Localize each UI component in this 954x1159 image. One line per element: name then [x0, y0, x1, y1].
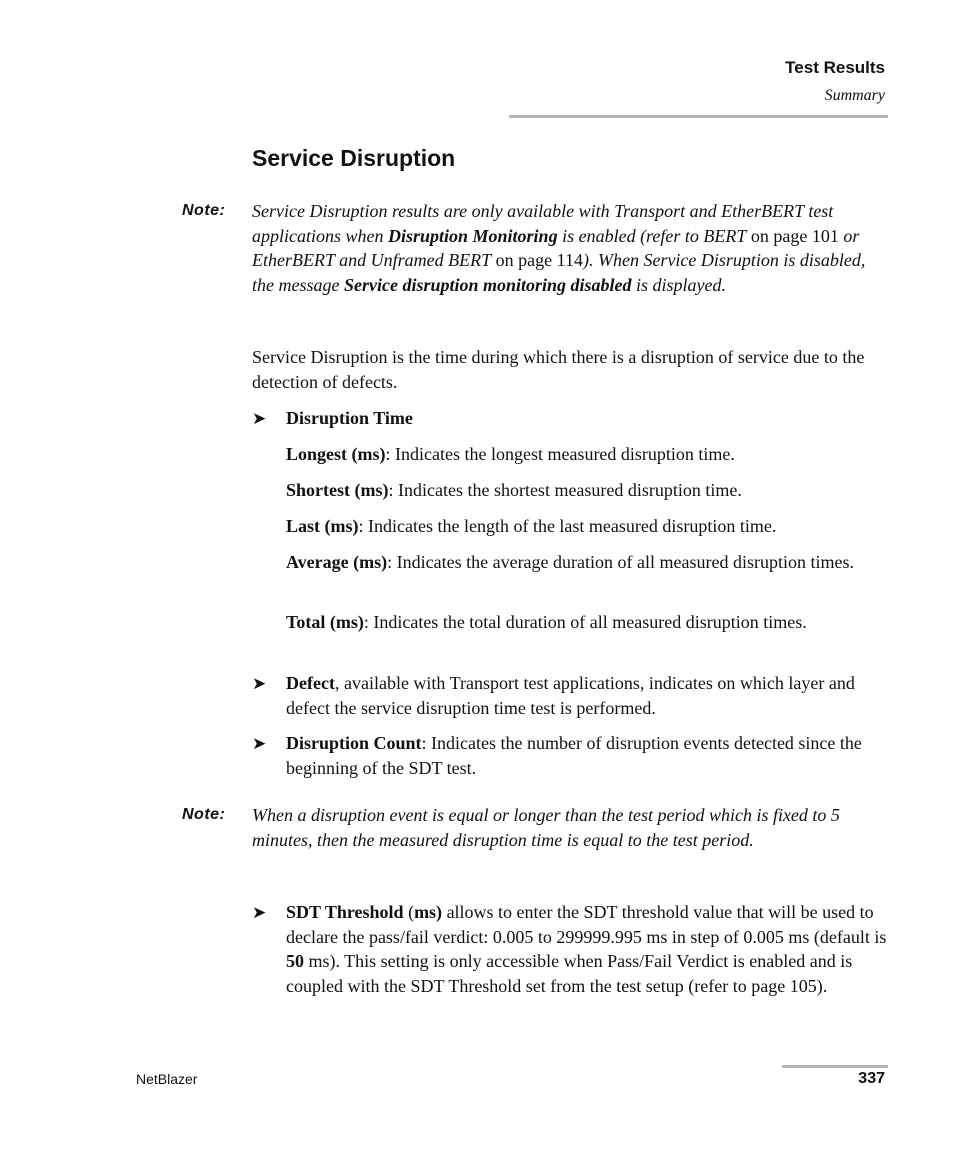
note-text: When a disruption event is equal or longer than the test period which is fixed to 5 minutes, then the measured disruption time is equal to the test period.	[252, 805, 840, 850]
defect-item: Defect, available with Transport test applications, indicates on which layer and defect the service disruption time test is performed.	[286, 673, 855, 718]
bullet-arrow-icon: ➤	[252, 734, 267, 753]
disruption-time-heading: Disruption Time	[286, 408, 413, 428]
sdt-threshold-item: SDT Threshold (ms) allows to enter the SDT threshold value that will be used to declare the pass/fail verdict: 0.005 to 299999.995 ms in step of 0.005 ms (default is 50 ms). This setting is only accessible when Pass/Fail Verdict is enabled and is coupled with the SDT Threshold set from the test setup (refer to page 105).	[286, 902, 887, 996]
footer-product-name: NetBlazer	[136, 1071, 198, 1087]
note-label: Note:	[182, 202, 226, 219]
header-rule	[509, 115, 888, 118]
bullet-arrow-icon: ➤	[252, 674, 267, 693]
note-text: Service Disruption results are only available with Transport and EtherBERT test applications when Disruption Monitoring is enabled (refer to BERT on page 101 or EtherBERT and Unframed BERT on page 114). When Service Disruption is disabled, the message Service disruption monitoring disabled is displayed.	[252, 201, 866, 295]
last-item: Last (ms): Indicates the length of the last measured disruption time.	[286, 516, 777, 536]
page-number: 337	[858, 1070, 885, 1087]
section-title: Service Disruption	[252, 145, 456, 171]
disruption-count-item: Disruption Count: Indicates the number of disruption events detected since the beginning of the SDT test.	[286, 733, 862, 778]
bullet-arrow-icon: ➤	[252, 903, 267, 922]
average-item: Average (ms): Indicates the average duration of all measured disruption times.	[286, 552, 854, 572]
shortest-item: Shortest (ms): Indicates the shortest measured disruption time.	[286, 480, 742, 500]
running-header-subtitle: Summary	[824, 87, 885, 104]
bullet-arrow-icon: ➤	[252, 409, 267, 428]
note-label: Note:	[182, 806, 226, 823]
longest-item: Longest (ms): Indicates the longest measured disruption time.	[286, 444, 735, 464]
total-item: Total (ms): Indicates the total duration of all measured disruption times.	[286, 612, 807, 632]
footer-rule	[782, 1065, 888, 1068]
intro-paragraph: Service Disruption is the time during which there is a disruption of service due to the detection of defects.	[252, 347, 865, 392]
running-header-title: Test Results	[785, 58, 885, 77]
